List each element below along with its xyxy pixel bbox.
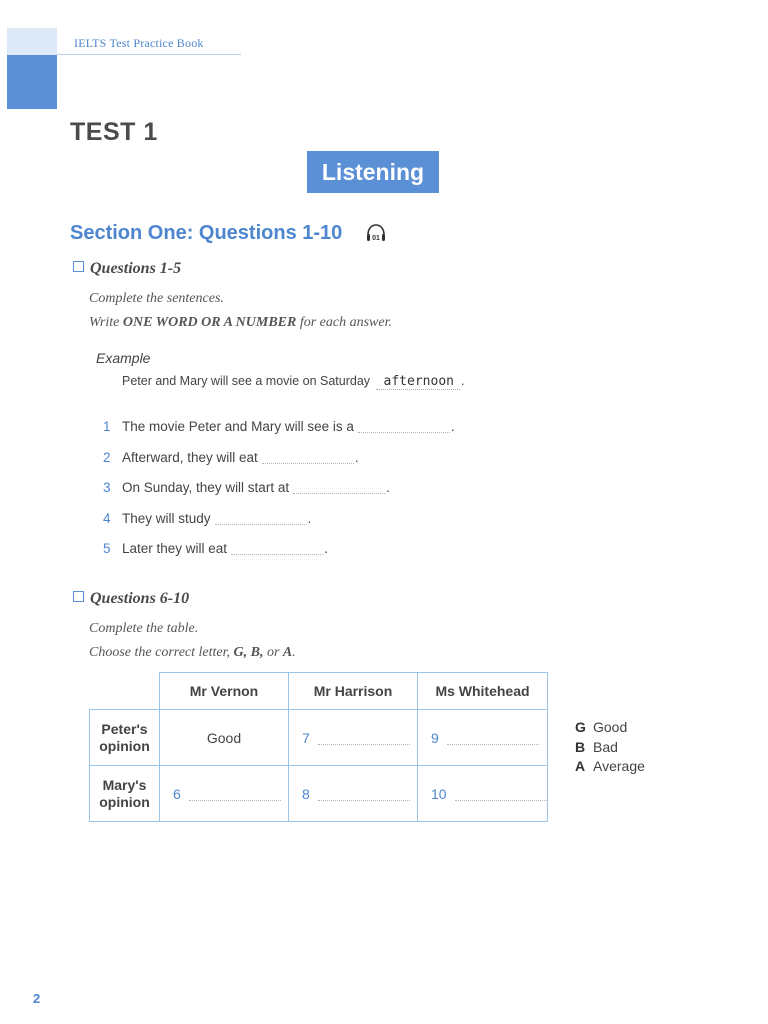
answer-blank[interactable] xyxy=(318,734,410,745)
table-cell: Good xyxy=(160,710,289,766)
row-header-line2: opinion xyxy=(99,737,150,754)
row-header xyxy=(90,766,160,822)
table-row xyxy=(90,766,548,822)
instruction-choose-letter xyxy=(89,645,296,661)
questions-1-5-heading xyxy=(73,260,181,278)
column-header: Ms Whitehead xyxy=(418,673,548,710)
legend-meaning: Average xyxy=(593,758,645,774)
sentence-text: The movie Peter and Mary will see is a xyxy=(122,419,354,434)
legend-meaning: Good xyxy=(593,719,628,735)
instruction-word-limit-post: for each answer. xyxy=(296,315,393,330)
answer-blank[interactable] xyxy=(189,790,281,801)
legend-item xyxy=(575,757,645,777)
questions-1-5-heading-text: Questions 1-5 xyxy=(90,260,182,277)
instruction-or: or xyxy=(263,645,283,660)
sentence-number: 1 xyxy=(103,419,111,434)
sentence-number: 2 xyxy=(103,450,111,465)
row-header xyxy=(90,710,160,766)
answer-blank[interactable] xyxy=(262,451,354,464)
column-header: Mr Vernon xyxy=(160,673,289,710)
answer-blank[interactable] xyxy=(293,481,385,494)
instruction-letter-a: A xyxy=(282,645,293,660)
table-cell-blank[interactable] xyxy=(418,766,548,822)
page-tab xyxy=(7,55,57,109)
table-cell-blank[interactable] xyxy=(160,766,289,822)
sentence-5: 5 Later they will eat . xyxy=(103,541,328,556)
sentence-4: 4 They will study . xyxy=(103,511,312,526)
question-number: 6 xyxy=(173,785,181,802)
instruction-word-limit-pre: Write xyxy=(89,315,123,330)
instruction-letters: G, B, xyxy=(233,645,264,660)
instruction-complete-table: Complete the table. xyxy=(89,621,199,636)
sentence-number: 4 xyxy=(103,511,111,526)
audio-track-number: 01 xyxy=(372,235,380,242)
questions-6-10-heading xyxy=(73,590,189,608)
legend-letter: A xyxy=(575,758,586,774)
column-header: Mr Harrison xyxy=(289,673,418,710)
legend-item xyxy=(575,738,645,758)
sentence-text: Later they will eat xyxy=(122,541,228,556)
sentence-3: 3 On Sunday, they will start at . xyxy=(103,480,390,495)
section-heading: Section One: Questions 1-10 xyxy=(70,222,343,244)
question-number: 7 xyxy=(302,729,310,746)
instruction-word-limit-bold: ONE WORD OR A NUMBER xyxy=(122,315,297,330)
opinion-table xyxy=(89,672,548,822)
sentence-number: 3 xyxy=(103,480,111,495)
questions-6-10-heading-text: Questions 6-10 xyxy=(90,590,190,607)
row-header-line1: Mary's xyxy=(102,776,147,793)
instruction-word-limit xyxy=(89,315,392,331)
question-number: 10 xyxy=(431,785,447,802)
sentence-text: They will study xyxy=(122,511,211,526)
sentence-number: 5 xyxy=(103,541,111,556)
table-cell-blank[interactable] xyxy=(289,710,418,766)
example-answer: afternoon xyxy=(376,374,460,390)
page-tab-light xyxy=(7,28,57,55)
instruction-end: . xyxy=(292,645,296,660)
sentence-1: 1 The movie Peter and Mary will see is a . xyxy=(103,419,455,434)
legend-letter: B xyxy=(575,738,586,755)
page-number: 2 xyxy=(33,991,41,1006)
table-cell-blank[interactable] xyxy=(289,766,418,822)
row-header-line1: Peter's xyxy=(101,720,148,737)
instruction-complete-sentences: Complete the sentences. xyxy=(89,291,224,306)
answer-blank[interactable] xyxy=(455,790,547,801)
headphones-icon[interactable] xyxy=(364,221,388,245)
listening-badge: Listening xyxy=(307,151,439,193)
question-number: 8 xyxy=(302,785,310,802)
row-header-line2: opinion xyxy=(99,793,150,810)
sentence-text: On Sunday, they will start at xyxy=(122,480,290,495)
answer-blank[interactable] xyxy=(358,420,450,433)
legend-letter: G xyxy=(575,719,586,735)
table-corner xyxy=(90,673,160,710)
answer-blank[interactable] xyxy=(231,542,323,555)
test-title: TEST 1 xyxy=(70,118,158,146)
answer-legend xyxy=(575,718,645,777)
question-number: 9 xyxy=(431,729,439,746)
header-rule xyxy=(57,54,241,55)
legend-meaning: Bad xyxy=(593,738,618,755)
checkbox-icon xyxy=(73,591,84,602)
sentence-2: 2 Afterward, they will eat . xyxy=(103,450,359,465)
sentence-text: Afterward, they will eat xyxy=(122,450,258,465)
example-sentence-text: Peter and Mary will see a movie on Saturday xyxy=(122,374,371,388)
table-header-row xyxy=(90,673,548,710)
example-sentence: Peter and Mary will see a movie on Saturday afternoon . xyxy=(122,374,465,389)
table-cell-blank[interactable] xyxy=(418,710,548,766)
instruction-choose-pre: Choose the correct letter, xyxy=(89,645,234,660)
answer-blank[interactable] xyxy=(215,512,307,525)
example-label: Example xyxy=(96,350,151,366)
answer-blank[interactable] xyxy=(447,734,539,745)
book-title: IELTS Test Practice Book xyxy=(74,36,204,50)
answer-blank[interactable] xyxy=(318,790,410,801)
checkbox-icon xyxy=(73,261,84,272)
legend-item xyxy=(575,718,645,738)
table-row xyxy=(90,710,548,766)
